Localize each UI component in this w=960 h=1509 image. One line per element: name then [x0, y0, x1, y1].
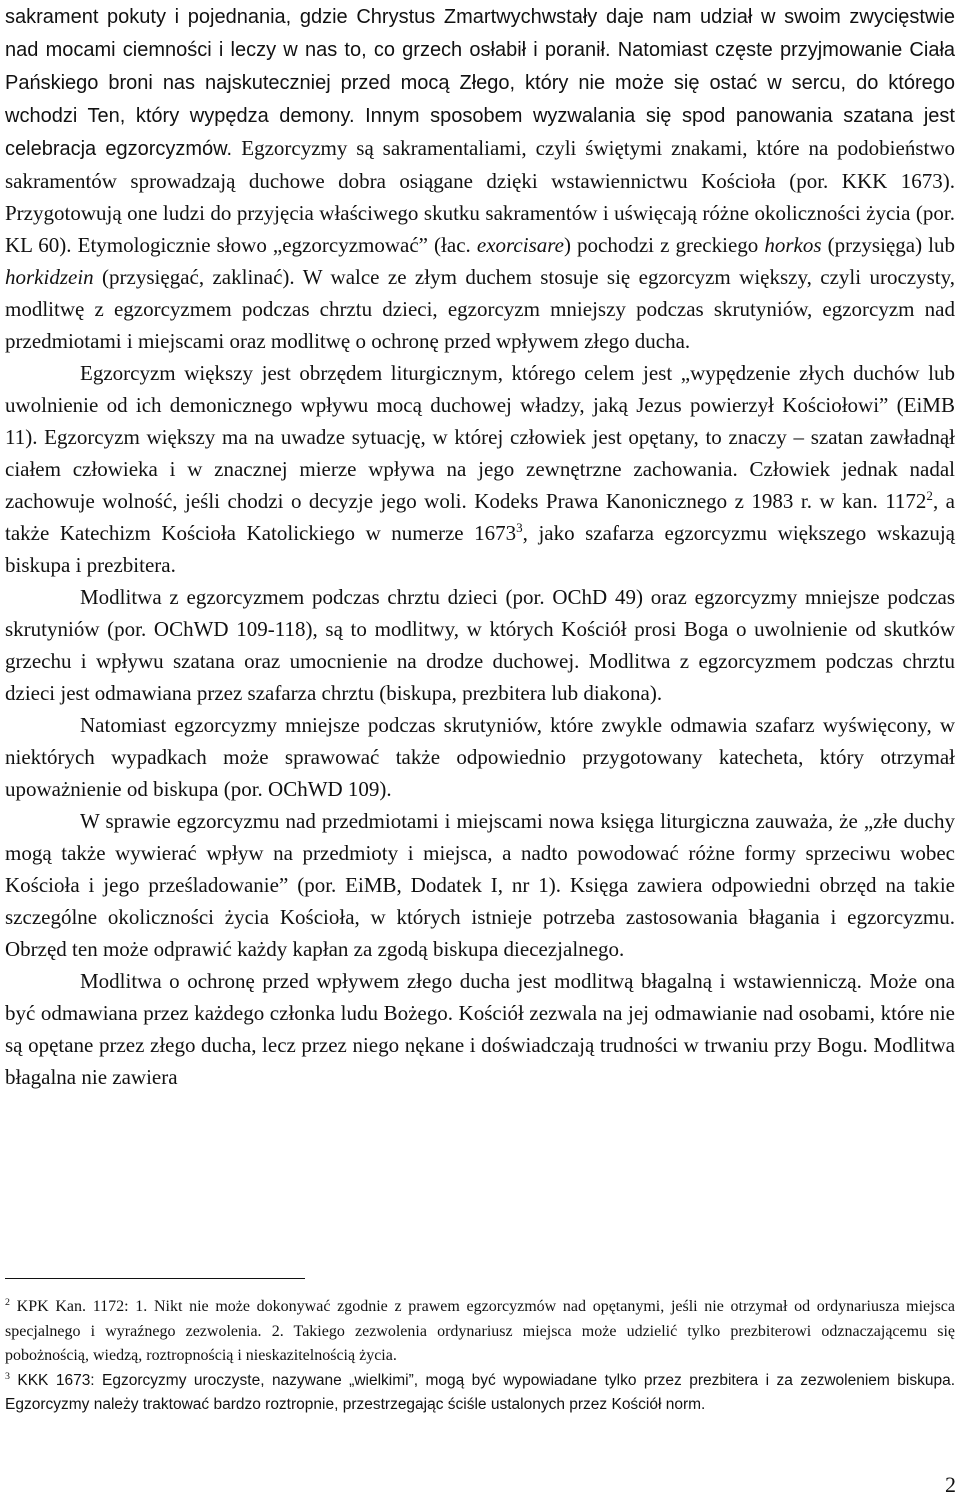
paragraph — [5, 965, 955, 1093]
text-run: 2. Takiego zezwolenia ordynariusz miejsca może udzielić tylko prezbiterowi odznaczającemu się pobożnością, wiedzą, roztropnością i nieskazitelnością życia. — [5, 1322, 956, 1364]
footnote-ref: 2 — [5, 1296, 10, 1308]
footnote — [5, 1369, 955, 1418]
footnote — [5, 1295, 955, 1369]
paragraph — [5, 709, 955, 805]
footnote-separator — [5, 1278, 305, 1279]
text-run: Egzorcyzm większy jest obrzędem liturgicznym, którego celem jest „wypędzenie złych duchów lub uwolnienie od ich demonicznego wpływu mocą duchowej władzy, jaką Jezus powierzył Kościołowi” (EiMB 11). Egzorcyzm większy ma na uwadze sytuację, w której człowiek jest opętany, to znaczy – szatan zawładnął ciałem człowieka i w znacznej mierze wpływa na jego zewnętrzne zachowania. Człowiek jednak nadal zachowuje wolność, jeśli chodzi o decyzje jego woli. Kodeks Prawa Kanonicznego z 1983 r. w kan. 1172 — [5, 361, 955, 513]
text-run: Natomiast egzorcyzmy mniejsze podczas skrutyniów, które zwykle odmawia szafarz wyświęcony, w niektórych wypadkach może sprawować także odpowiednio przygotowany katecheta, który otrzymał upoważnienie od biskupa (por. OChWD 109). — [5, 713, 955, 801]
text-run: Egzorcyzmy są sakramentaliami, czyli świętymi znakami, które na podobieństwo sakramentów sprowadzają duchowe dobra osiągane dzięki wstawiennictwu Kościoła (por. KKK 1673). Przygotowują one ludzi do przyjęcia właściwego skutku sakramentów i uświęcają różne okoliczności życia (por. KL 60). Etymologicznie słowo „egzorcyzmować” (łac. — [5, 136, 956, 257]
text-run: Modlitwa z egzorcyzmem podczas chrztu dzieci (por. OChD 49) oraz egzorcyzmy mniejsze podczas skrutyniów (por. OChWD 109-118), są to modlitwy, w których Kościół prosi Boga o uwolnienie od skutków grzechu i wpływu szatana oraz umocnienie na drodze duchowej. Modlitwa z egzorcyzmem podczas chrztu dzieci jest odmawiana przez szafarza chrztu (biskupa, prezbitera lub diakona). — [5, 585, 955, 705]
text-run: ) pochodzi z greckiego — [563, 233, 765, 257]
paragraph — [5, 357, 955, 581]
footnote-ref: 3 — [5, 1370, 10, 1382]
text-run: exorcisare — [476, 233, 564, 257]
footnote-ref: 2 — [926, 487, 933, 503]
text-run: (przysięgać, zaklinać). W walce ze złym duchem stosuje się egzorcyzm większy, czyli uroczysty, modlitwę z egzorcyzmem podczas chrztu dzieci, egzorcyzm mniejszy podczas skrutyniów, egzorcyzm nad przedmiotami i miejscami oraz modlitwę o ochronę przed wpływem złego ducha. — [5, 265, 955, 353]
text-run: Egzorcyzmy należy traktować bardzo roztropnie, przestrzegając ściśle ustalonych przez Kościół norm. — [5, 1396, 706, 1413]
text-run: Modlitwa o ochronę przed wpływem złego ducha jest modlitwą błagalną i wstawienniczą. Może ona być odmawiana przez każdego członka ludu Bożego. Kościół zezwala na jej odmawianie nad osobami, które nie są opętane przez złego ducha, lecz przez niego nękane i doświadczają trudności w trwaniu przy Bogu. Modlitwa błagalna nie zawiera — [5, 969, 955, 1089]
text-run: Natomiast częste przyjmowanie Ciała Pańskiego broni nas najskuteczniej przed mocą Złego, który nie może się ostać w sercu, do którego wchodzi Ten, który wypędza demony. Innym sposobem wyzwalania się spod panowania szatana jest celebracja egzorcyzmów. — [5, 39, 956, 160]
page-number: 2 — [945, 1472, 956, 1497]
text-run: horkos — [764, 233, 822, 257]
footnote-list — [5, 1295, 955, 1418]
text-run: sakrament pokuty i pojednania, gdzie Chrystus Zmartwychwstały daje nam udział w swoim zwycięstwie nad mocami ciemności i leczy w nas to, co grzech osłabił i poranił. — [5, 6, 955, 61]
paragraph — [5, 805, 955, 965]
text-run: horkidzein — [5, 265, 94, 289]
text-run: KKK 1673: Egzorcyzmy uroczyste, nazywane „wielkimi”, mogą być wypowiadane tylko przez prezbitera i za zezwoleniem biskupa. — [9, 1371, 955, 1389]
paragraph — [5, 0, 955, 357]
text-run: 1. Nikt nie może dokonywać zgodnie z prawem egzorcyzmów nad opętanymi, jeśli nie otrzymał od ordynariusza miejsca specjalnego i wyraźnego zezwolenia. — [5, 1298, 955, 1340]
footnotes — [5, 1278, 955, 1418]
text-run: (przysięga) lub — [821, 233, 955, 257]
text-run: W sprawie egzorcyzmu nad przedmiotami i miejscami nowa księga liturgiczna zauważa, że „złe duchy mogą także wywierać wpływ na przedmioty i miejsca, a nadto powodować różne formy sprzeciwu wobec Kościoła i jego prześladowanie” (por. EiMB, Dodatek I, nr 1). Księga zawiera odpowiedni obrzęd na takie szczególne okoliczności życia Kościoła, w których istnieje potrzeba zastosowania błagania i egzorcyzmu. Obrzęd ten może odprawić każdy kapłan za zgodą biskupa diecezjalnego. — [5, 809, 955, 961]
text-run: KPK Kan. 1172: — [9, 1298, 136, 1315]
text-run: , jako szafarza egzorcyzmu większego wskazują biskupa i prezbitera. — [5, 521, 955, 577]
main-text — [5, 0, 955, 1093]
text-run: , a także Katechizm Kościoła Katolickiego w numerze 1673 — [5, 489, 955, 545]
paragraph — [5, 581, 955, 709]
footnote-ref: 3 — [516, 519, 523, 535]
document-page — [5, 0, 955, 1093]
